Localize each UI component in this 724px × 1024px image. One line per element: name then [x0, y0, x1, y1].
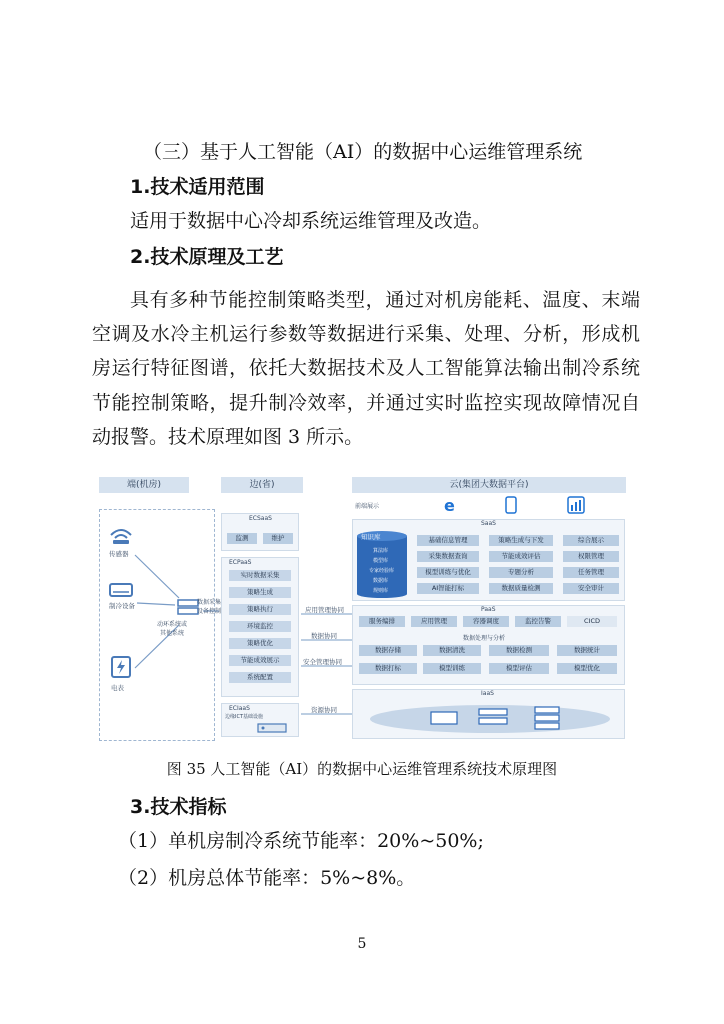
edge-paas-item: 实时数据采集	[229, 570, 291, 581]
knowledge-item: 专家经验库	[369, 568, 395, 574]
saas-cell: 节能成效评估	[489, 551, 553, 562]
sensor-label: 传感器	[109, 550, 129, 558]
power-label: 电表	[111, 684, 124, 692]
edge-paas-item: 环境监控	[229, 621, 291, 632]
analytics-icon	[567, 496, 585, 514]
metric-1: （1）单机房制冷系统节能率：20%~50%;	[118, 830, 484, 852]
page-number: 5	[357, 936, 367, 952]
edge-paas-item: 策略执行	[229, 604, 291, 615]
knowledge-item: 规则库	[373, 588, 389, 594]
dp-cell: 数据清洗	[423, 645, 481, 656]
saas-cell: 专题分析	[489, 567, 553, 578]
heading-scope: 1.技术适用范围	[130, 176, 265, 198]
scope-text: 适用于数据中心冷却系统运维管理及改造。	[130, 210, 492, 232]
cloud-infra-icon	[359, 699, 621, 737]
mobile-icon	[505, 496, 517, 514]
saas-cell: 采集数据查询	[417, 551, 479, 562]
saas-cell: 数据质量检测	[489, 583, 553, 594]
metric-2: （2）机房总体节能率：5%~8%。	[118, 867, 416, 889]
edge-paas-item: 策略优化	[229, 638, 291, 649]
saas-cell: 模型训练与优化	[417, 567, 479, 578]
data-processing-title: 数据处理与分析	[463, 635, 506, 642]
saas-cell: 任务管理	[563, 567, 619, 578]
dp-cell: 数据检测	[489, 645, 549, 656]
cloud-paas-title: PaaS	[481, 606, 496, 613]
edge-iaas-title: ECIaaS	[229, 705, 250, 712]
paas-item: 应用管理	[411, 616, 457, 627]
knowledge-item: 算法库	[373, 548, 389, 554]
dp-cell: 数据统计	[557, 645, 617, 656]
link-security: 安全管理协同	[303, 658, 342, 666]
cooling-label: 制冷设备	[109, 602, 135, 610]
header-end: 端(机房)	[99, 477, 189, 493]
knowledge-title: 知识库	[361, 533, 381, 541]
edge-paas-item: 系统配置	[229, 672, 291, 683]
dp-cell: 模型优化	[557, 663, 617, 674]
paas-item: 服务编排	[359, 616, 405, 627]
saas-cell: 安全审计	[563, 583, 619, 594]
svg-text:e: e	[444, 496, 455, 514]
dp-cell: 数据存储	[359, 645, 417, 656]
browser-icon	[442, 496, 460, 514]
server-icon	[177, 599, 199, 615]
dp-cell: 模型训练	[423, 663, 481, 674]
cloud-iaas-title: IaaS	[481, 690, 494, 697]
saas-cell: 基础信息管理	[417, 535, 479, 546]
saas-cell: 权限管理	[563, 551, 619, 562]
edge-saas-maintain: 维护	[263, 533, 293, 544]
cloud-saas-title: SaaS	[481, 520, 496, 527]
saas-cell: 策略生成与下发	[489, 535, 553, 546]
collector-label: 数据采集 设备控制	[197, 599, 222, 615]
edge-device-icon	[257, 722, 287, 734]
paas-item: 容器调度	[463, 616, 509, 627]
dp-cell: 数据打标	[359, 663, 417, 674]
saas-cell: 综合展示	[563, 535, 619, 546]
knowledge-item: 模型库	[373, 558, 389, 564]
header-cloud: 云(集团大数据平台)	[352, 477, 626, 493]
figure-caption: 图 35 人工智能（AI）的数据中心运维管理系统技术原理图	[166, 760, 558, 778]
edge-paas-item: 策略生成	[229, 587, 291, 598]
cloud-terminal-label: 前端展示	[355, 503, 380, 510]
header-edge: 边(省)	[221, 477, 303, 493]
saas-cell: AI智能打标	[417, 583, 479, 594]
paas-item: 监控告警	[515, 616, 561, 627]
link-resource: 资源协同	[311, 706, 337, 714]
section-heading: （三）基于人工智能（AI）的数据中心运维管理系统	[143, 141, 583, 163]
link-data: 数据协同	[311, 632, 337, 640]
edge-saas-monitor: 监测	[227, 533, 257, 544]
link-app: 应用管理协同	[305, 606, 344, 614]
edge-saas-title: ECSaaS	[249, 515, 272, 522]
knowledge-item: 数据库	[373, 578, 389, 584]
principle-paragraph: 具有多种节能控制策略类型，通过对机房能耗、温度、末端空调及水冷主机运行参数等数据进行采集、处理、分析，形成机房运行特征图谱，依托大数据技术及人工智能算法输出制冷系统节能控制策略，提升制冷效率，并通过实时监控实现故障情况自动报警。技术原理如图 3 所示。	[92, 289, 640, 448]
architecture-diagram	[97, 473, 627, 743]
heading-principle: 2.技术原理及工艺	[130, 246, 284, 268]
edge-iaas-sub: 边缘ICT基础设施	[225, 714, 264, 720]
env-system-label: 动环系统或 其他系统	[157, 621, 188, 637]
edge-paas-title: ECPaaS	[229, 559, 252, 566]
link-lines	[299, 473, 355, 743]
dp-cell: 模型评估	[489, 663, 549, 674]
paas-item: CICD	[567, 616, 617, 627]
heading-metrics: 3.技术指标	[130, 796, 227, 818]
edge-paas-item: 节能成效展示	[229, 655, 291, 666]
